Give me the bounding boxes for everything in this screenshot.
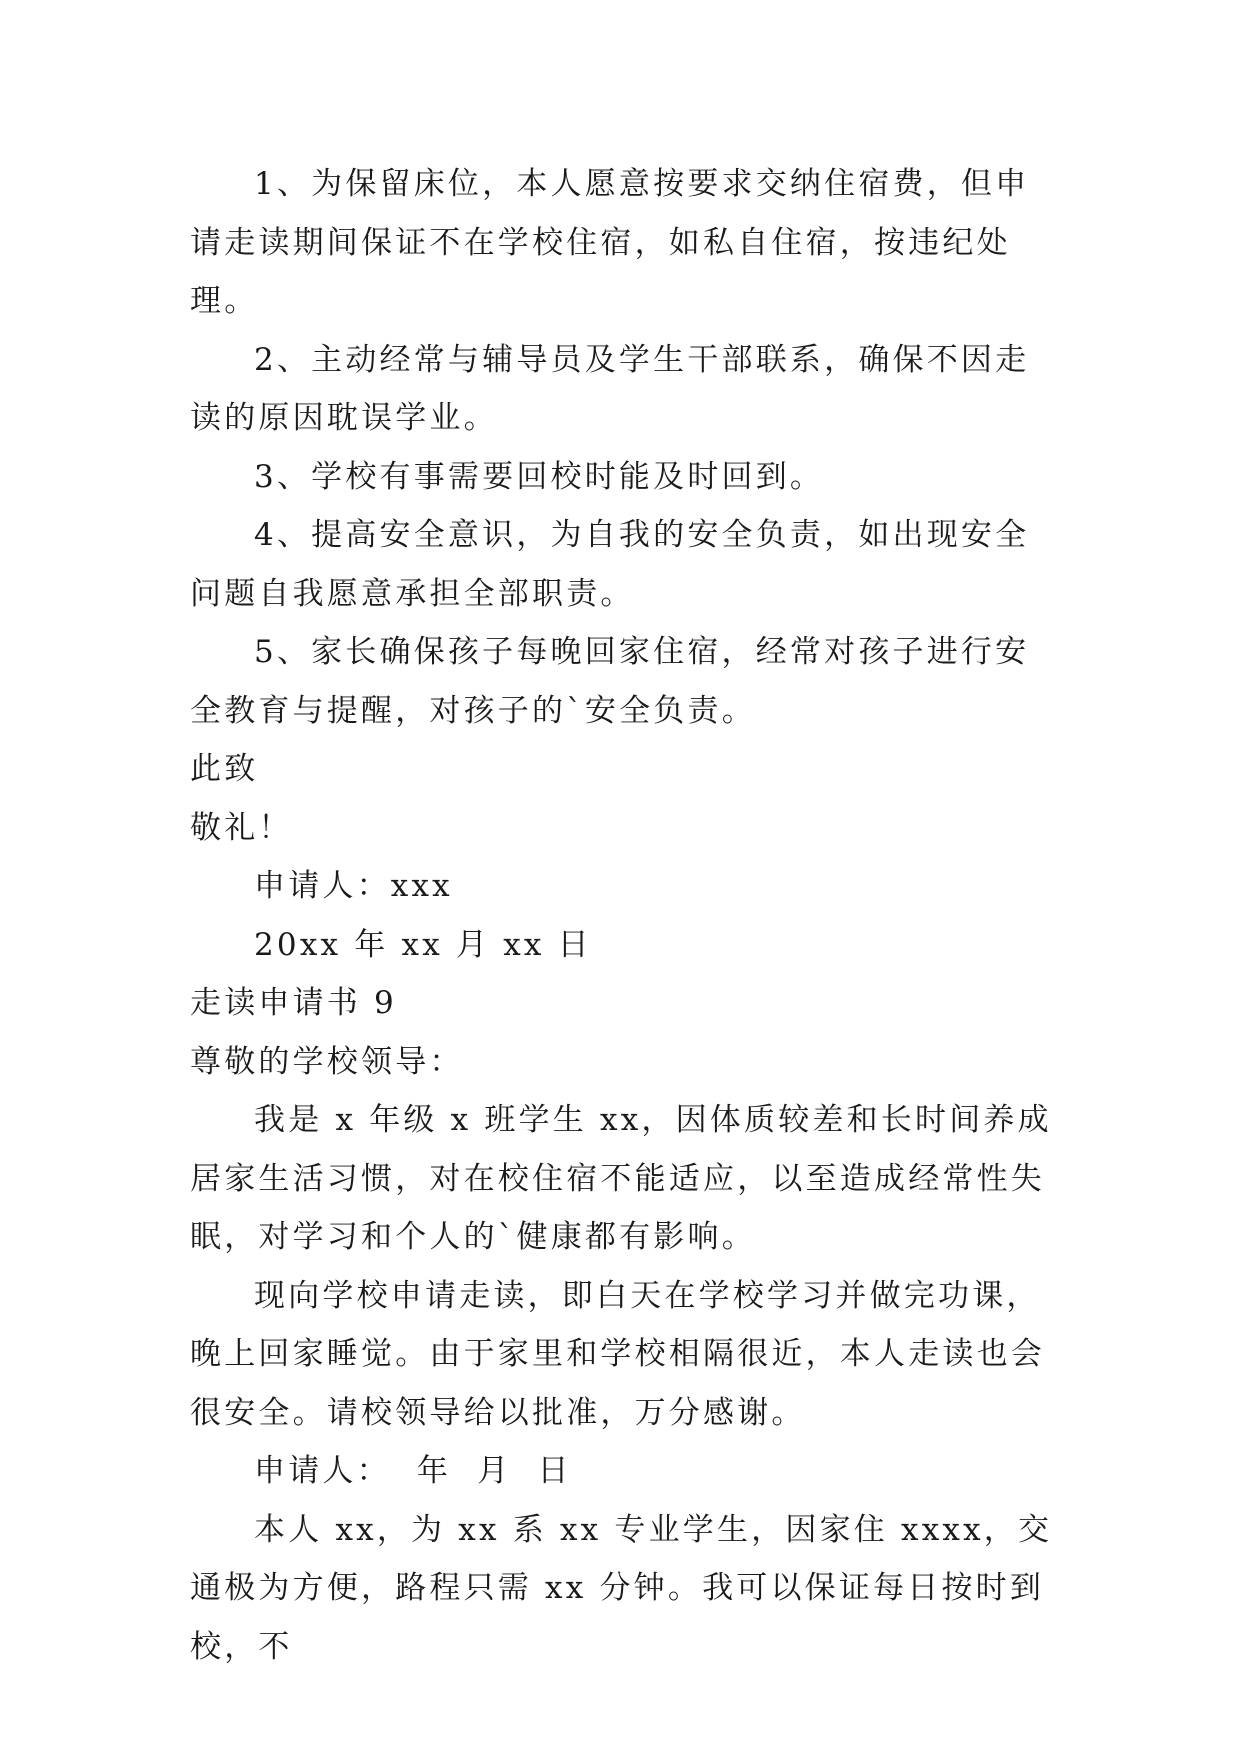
- paragraph-item-3: 3、学校有事需要回校时能及时回到。: [254, 458, 825, 495]
- body-paragraph-2: 现向学校申请走读，即白天在学校学习并做完功课，晚上回家睡觉。由于家里和学校相隔很近，本人走读也会很安全。请校领导给以批准，万分感谢。: [190, 1277, 1045, 1431]
- document-body: [190, 155, 1054, 1676]
- paragraph-item-2: 2、主动经常与辅导员及学生干部联系，确保不因走读的原因耽误学业。: [190, 341, 1030, 436]
- closing-salutation: 此致: [190, 751, 259, 787]
- applicant-signature: 申请人：xxx: [254, 868, 453, 904]
- body-paragraph-3: 本人 xx，为 xx 系 xx 专业学生，因家住 xxxx，交通极为方便，路程只需 xx 分钟。我可以保证每日按时到校，不: [190, 1511, 1053, 1665]
- section-heading: 走读申请书 9: [190, 985, 397, 1021]
- body-paragraph-1: 我是 x 年级 x 班学生 xx，因体质较差和长时间养成居家生活习惯，对在校住宿不能适应，以至造成经常性失眠，对学习和个人的`健康都有影响。: [190, 1102, 1052, 1255]
- application-date: 20xx 年 xx 月 xx 日: [254, 926, 592, 963]
- closing-respect: 敬礼！: [190, 809, 293, 846]
- applicant-signature-date: 申请人： 年 月 日: [254, 1453, 572, 1489]
- paragraph-item-1: 1、为保留床位，本人愿意按要求交纳住宿费，但申请走读期间保证不在学校住宿，如私自住宿，按违纪处理。: [190, 166, 1030, 319]
- paragraph-item-5: 5、家长确保孩子每晚回家住宿，经常对孩子进行安全教育与提醒，对孩子的`安全负责。: [190, 634, 1030, 729]
- paragraph-item-4: 4、提高安全意识，为自我的安全负责，如出现安全问题自我愿意承担全部职责。: [190, 517, 1030, 612]
- letter-greeting: 尊敬的学校领导：: [190, 1043, 464, 1080]
